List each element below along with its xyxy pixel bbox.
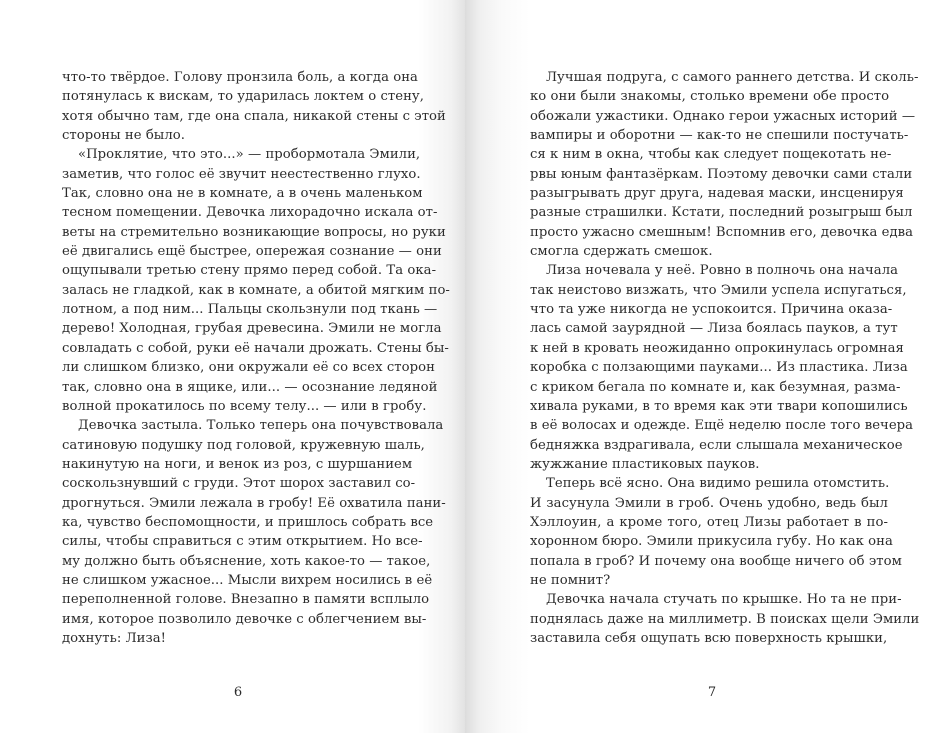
- text-line: коробка с ползающими пауками... Из пластика. Лиза: [530, 360, 908, 376]
- text-line: что-то твёрдое. Голову пронзила боль, а когда она: [62, 70, 418, 85]
- text-line: лотном, а под ним... Пальцы скользнули под ткань —: [62, 302, 438, 318]
- text-line: вампиры и оборотни — как-то не спешили постучать-: [530, 128, 909, 144]
- text-line: ся к ним в окна, чтобы как следует пощекотать не-: [530, 147, 892, 163]
- left-page-text: [62, 68, 450, 648]
- text-line: заметив, что голос её звучит неестественно глухо.: [62, 166, 421, 182]
- text-line: дерево! Холодная, грубая древесина. Эмили не могла: [62, 321, 442, 337]
- right-page: [465, 0, 930, 733]
- text-line: веты на стремительно возникающие вопросы, но руки: [62, 224, 446, 240]
- text-line: в её волосах и одежде. Ещё неделю после того вечера: [530, 418, 914, 434]
- text-line: обожали ужастики. Однако герои ужасных историй —: [530, 108, 916, 124]
- text-line: хоронном бюро. Эмили прикусила губу. Но как она: [530, 534, 893, 550]
- left-page-number: 6: [233, 685, 243, 700]
- text-line: заставила себя ощупать всю поверхность крышки,: [530, 630, 888, 646]
- text-line: ка, чувство беспомощности, и пришлось собрать все: [62, 514, 434, 530]
- text-line: поднялась даже на миллиметр. В поисках щели Эмили: [530, 611, 920, 627]
- text-line: Лучшая подруга, с самого раннего детства. И сколь-: [546, 70, 919, 85]
- text-line: залась не гладкой, как в комнате, а обитой мягким по-: [62, 282, 450, 298]
- text-line: лась самой заурядной — Лиза боялась пауков, а тут: [530, 321, 898, 337]
- text-line: му должно быть объяснение, хоть какое-то — такое,: [62, 553, 431, 569]
- text-line: её двигались ещё быстрее, опережая сознание — они: [62, 244, 442, 260]
- text-line: с криком бегала по комнате и, как безумная, разма-: [530, 379, 901, 395]
- text-line: хотя обычно там, где она спала, никакой стены с этой: [62, 108, 446, 124]
- text-line: сатиновую подушку под головой, кружевную шаль,: [62, 437, 425, 453]
- text-line: так неистово визжать, что Эмили успела испугаться,: [530, 282, 907, 298]
- text-line: разные страшилки. Кстати, последний розыгрыш был: [530, 205, 913, 221]
- text-line: жужжание пластиковых пауков.: [530, 456, 760, 472]
- text-line: Девочка начала стучать по крышке. Но та не при-: [546, 592, 902, 608]
- text-line: тесном помещении. Девочка лихорадочно искала от-: [62, 205, 438, 221]
- text-line: Теперь всё ясно. Она видимо решила отомстить.: [546, 476, 890, 492]
- text-line: хивала руками, в то время как эти твари копошились: [530, 398, 908, 414]
- text-line: волной прокатилось по всему телу... — или в гробу.: [62, 398, 427, 414]
- text-line: ко они были знакомы, столько времени обе просто: [530, 89, 890, 105]
- text-line: бедняжка вздрагивала, если слышала механическое: [530, 437, 903, 453]
- text-line: дохнуть: Лиза!: [62, 630, 167, 646]
- text-line: силы, чтобы справиться с этим открытием. Но все-: [62, 534, 423, 550]
- text-line: Хэллоуин, а кроме того, отец Лизы работает в по-: [530, 514, 888, 530]
- text-line: к ней в кровать неожиданно опрокинулась огромная: [530, 340, 904, 356]
- text-line: так, словно она в ящике, или... — осознание ледяной: [62, 379, 438, 395]
- text-line: смогла сдержать смешок.: [530, 244, 713, 260]
- text-line: попала в гроб? И почему она вообще ничего об этом: [530, 553, 902, 569]
- text-line: ощупывали третью стену прямо перед собой. Та ока-: [62, 263, 437, 279]
- text-line: Лиза ночевала у неё. Ровно в полночь она начала: [546, 263, 899, 279]
- right-page-text: [530, 68, 920, 648]
- text-line: стороны не было.: [62, 128, 186, 144]
- text-line: «Проклятие, что это...» — пробормотала Эмили,: [78, 147, 421, 163]
- right-page-number: 7: [707, 685, 717, 700]
- text-line: что та уже никогда не успокоится. Причина оказа-: [530, 302, 893, 318]
- text-line: Так, словно она не в комнате, а в очень маленьком: [62, 186, 423, 202]
- text-line: И засунула Эмили в гроб. Очень удобно, ведь был: [530, 495, 888, 511]
- text-line: переполненной голове. Внезапно в памяти всплыло: [62, 592, 430, 608]
- text-line: совладать с собой, руки её начали дрожать. Стены бы-: [62, 340, 449, 356]
- text-line: не слишком ужасное... Мысли вихрем носились в её: [62, 572, 433, 588]
- text-line: дрогнуться. Эмили лежала в гробу! Её охватила пани-: [62, 495, 446, 511]
- text-line: потянулась к вискам, то ударилась локтем о стену,: [62, 89, 424, 105]
- text-line: Девочка застыла. Только теперь она почувствовала: [78, 418, 444, 434]
- text-line: просто ужасно смешным! Вспомнив его, девочка едва: [530, 224, 914, 240]
- text-line: ли слишком близко, они окружали её со всех сторон: [62, 360, 435, 376]
- text-line: не помнит?: [530, 572, 611, 588]
- text-line: рвы юным фантазёркам. Поэтому девочки сами стали: [530, 166, 913, 182]
- text-line: имя, которое позволило девочке с облегчением вы-: [62, 611, 427, 627]
- text-line: накинутую на ноги, и венок из роз, с шуршанием: [62, 456, 413, 472]
- text-line: разыгрывать друг друга, надевая маски, инсценируя: [530, 186, 904, 202]
- text-line: соскользнувший с груди. Этот шорох заставил со-: [62, 476, 416, 492]
